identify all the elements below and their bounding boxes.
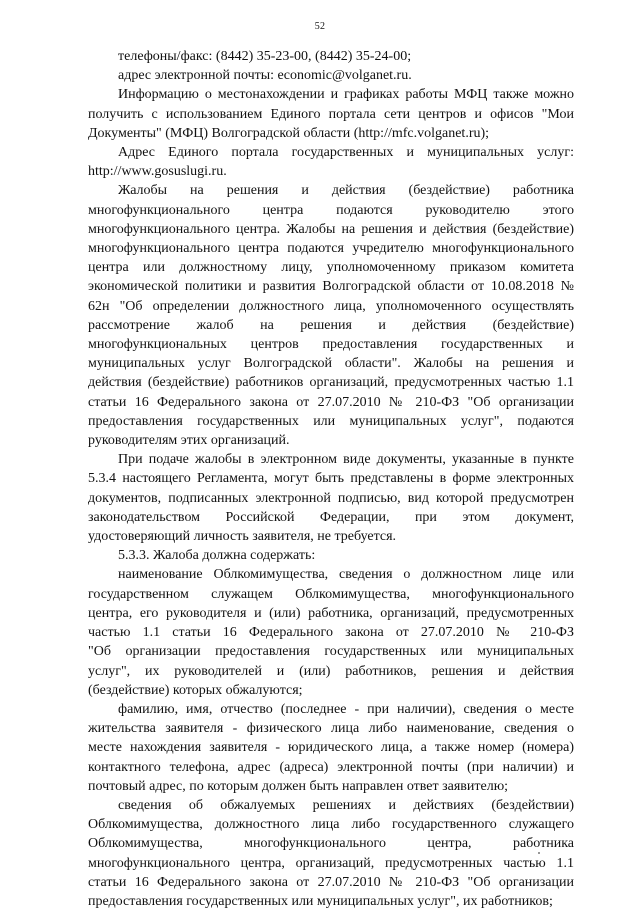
- text-line: Документы" (МФЦ) Волгоградской области (http://mfc.volganet.ru);: [88, 125, 490, 141]
- text-line: законодательством Российской Федерации, при этом документ,: [88, 509, 574, 525]
- document-body: [88, 47, 574, 911]
- paragraph-applicant-details: [88, 700, 574, 796]
- paragraph-mfc-info: [88, 85, 574, 143]
- text-line: удостоверяющий личность заявителя, не требуется.: [88, 529, 397, 545]
- text-line: При подаче жалобы в электронном виде документы, указанные в пункте: [118, 452, 574, 468]
- text-line: многофункционального центра, организаций, предусмотренных частью 1.1: [88, 855, 574, 871]
- text-line: почтовый адрес, по которым должен быть направлен ответ заявителю;: [88, 778, 509, 794]
- text-line: адрес электронной почты: economic@volganet.ru.: [118, 68, 412, 84]
- paragraph-appealed-decisions: [88, 796, 574, 911]
- text-line: центра, его руководителя и (или) работника, организаций, предусмотренных: [88, 605, 574, 621]
- text-line: предоставления государственных или муниципальных услуг", подаются: [88, 413, 574, 429]
- text-line: статьи 16 Федерального закона от 27.07.2010 № 210-ФЗ "Об организации: [88, 394, 574, 410]
- text-line: муниципальных услуг Волгоградской области". Жалобы на решения и: [88, 356, 574, 372]
- text-line: контактного телефона, адрес (адреса) электронной почты (при наличии) и: [88, 759, 574, 775]
- text-line: многофункциональных центров предоставления государственных и: [88, 337, 574, 353]
- text-line: http://www.gosuslugi.ru.: [88, 164, 227, 180]
- text-line: 5.3.3. Жалоба должна содержать:: [118, 548, 316, 564]
- text-line: 62н "Об определении должностного лица, уполномоченного осуществлять: [88, 298, 574, 314]
- text-line: телефоны/факс: (8442) 35-23-00, (8442) 35-24-00;: [118, 49, 412, 64]
- text-line: Адрес Единого портала государственных и муниципальных услуг:: [118, 145, 574, 161]
- paragraph-section-5-3-3: [88, 546, 574, 565]
- paragraph-electronic-submission: [88, 450, 574, 546]
- text-line: 5.3.4 настоящего Регламента, могут быть представлены в форме электронных: [88, 471, 574, 487]
- text-line: получить с использованием Единого портала сети центров и офисов "Мои: [88, 106, 574, 122]
- text-line: экономической политики и развития Волгоградской области от 10.08.2018 №: [88, 279, 574, 295]
- text-line: услуг", их руководителей и (или) работников, решения и действия: [88, 663, 574, 679]
- text-line: Облкомимущества, многофункционального центра, работника: [88, 836, 574, 852]
- paragraph-phone-fax: [88, 47, 574, 66]
- paragraph-unified-portal: [88, 143, 574, 181]
- text-line: многофункционального центра подаются учредителю многофункционального: [88, 241, 574, 257]
- paragraph-complaints-mfc: [88, 181, 574, 450]
- text-line: центра или должностному лицу, уполномоченному приказом комитета: [88, 260, 574, 276]
- text-line: документов, подписанных электронной подписью, вид которой предусмотрен: [88, 490, 574, 506]
- text-line: Облкомимущества, должностного лица либо государственного служащего: [88, 817, 574, 833]
- text-line: многофункционального центра. Жалобы на решения и действия (бездействие): [88, 221, 574, 237]
- text-line: сведения об обжалуемых решениях и действиях (бездействии): [118, 797, 574, 813]
- paragraph-email: [88, 66, 574, 85]
- text-line: государственном служащем Облкомимущества, многофункционального: [88, 586, 574, 602]
- paragraph-name-of-body: [88, 565, 574, 699]
- text-line: Информацию о местонахождении и графиках работы МФЦ также можно: [118, 87, 574, 103]
- text-line: (бездействие) которых обжалуются;: [88, 682, 303, 698]
- text-line: наименование Облкомимущества, сведения о должностном лице или: [118, 567, 574, 583]
- text-line: "Об организации предоставления государственных или муниципальных: [88, 644, 574, 660]
- text-line: фамилию, имя, отчество (последнее - при наличии), сведения о месте: [118, 701, 574, 717]
- text-line: предоставления государственных или муниципальных услуг", их работников;: [88, 893, 553, 909]
- text-line: рассмотрение жалоб на решения и действия (бездействие): [88, 317, 574, 333]
- text-line: частью 1.1 статьи 16 Федерального закона от 27.07.2010 № 210-ФЗ: [88, 625, 574, 641]
- text-line: месте нахождения заявителя - юридического лица, а также номер (номера): [88, 740, 574, 756]
- scan-speck: [538, 852, 540, 854]
- text-line: жительства заявителя - физического лица либо наименование, сведения о: [88, 721, 574, 737]
- text-line: руководителям этих организаций.: [88, 433, 290, 449]
- text-line: статьи 16 Федерального закона от 27.07.2010 № 210-ФЗ "Об организации: [88, 874, 574, 890]
- text-line: Жалобы на решения и действия (бездействие) работника: [118, 183, 574, 199]
- page-number: 52: [314, 21, 326, 32]
- text-line: многофункционального центра подаются руководителю этого: [88, 202, 574, 218]
- text-line: действия (бездействие) работников организаций, предусмотренных частью 1.1: [88, 375, 574, 391]
